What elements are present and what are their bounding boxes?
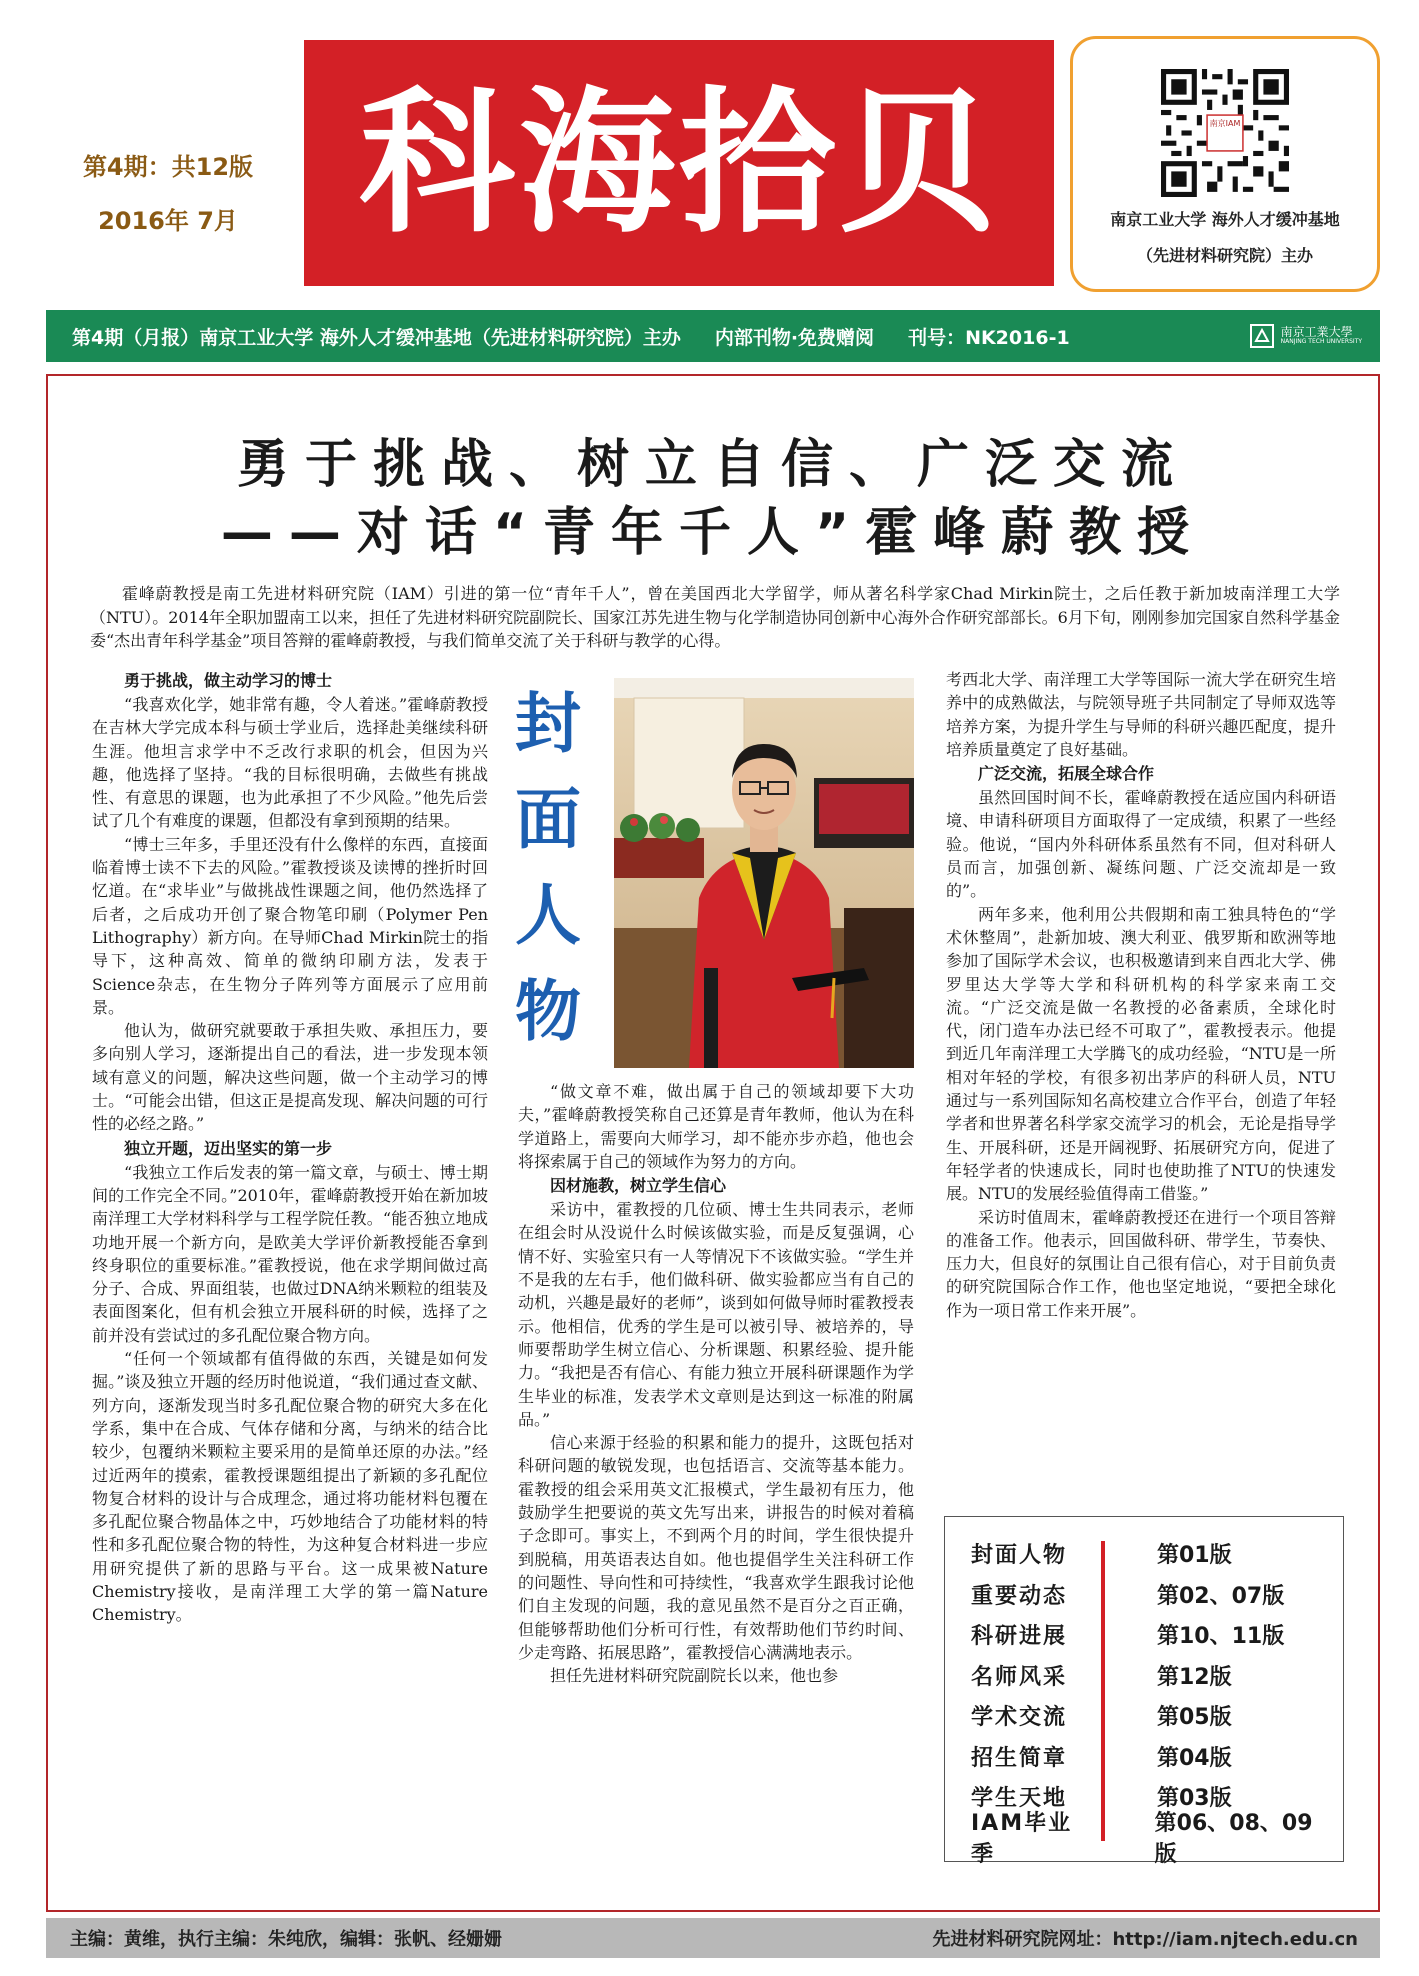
- index-row: [971, 1614, 1331, 1655]
- index-row: [971, 1811, 1331, 1867]
- index-page-number: 第03版: [1157, 1786, 1232, 1811]
- article-paragraph: “我喜欢化学，她非常有趣，令人着迷。”霍峰蔚教授在吉林大学完成本科与硕士学业后，选择赴美继续科研生涯。他坦言求学中不乏改行求职的机会，但因为兴趣，他选择了坚持。“我的目标很明确，去做些有挑战性、有意思的课题，也为此承担了不少风险。”他先后尝试了几个有难度的课题，但都没有拿到预期的结果。: [92, 695, 488, 831]
- article-paragraph: “任何一个领域都有值得做的东西，关键是如何发掘。”谈及独立开题的经历时他说道，“我们通过查文献、列方向，逐渐发现当时多孔配位聚合物的研究大多在化学系，集中在合成、气体存储和分离，与纳米的结合比较少，包覆纳米颗粒主要采用的是简单还原的办法。”经过近两年的摸索，霍教授课题组提出了新颖的多孔配位物复合材料的设计与合成理念，通过将功能材料包覆在多孔配位聚合物晶体之中，巧妙地结合了功能材料的特性和多孔配位聚合物的特性，为这种复合材料进一步应用研究提供了新的思路与平台。这一成果被Nature Chemistry接收，是南洋理工大学的第一篇Nature Chemistry。: [92, 1349, 488, 1625]
- article-paragraph: 他认为，做研究就要敢于承担失败、承担压力，要多向别人学习，逐渐提出自己的看法，进一步发现本领域有意义的问题，解决这些问题，做一个主动学习的博士。“可能会出错，但这正是提高发现、解决问题的可行性的必经之路。”: [92, 1021, 488, 1134]
- index-row: [971, 1655, 1331, 1696]
- article-column-3: [946, 668, 1336, 1322]
- qr-box: [1070, 36, 1380, 292]
- index-page-number: 第06、08、09版: [1154, 1811, 1313, 1867]
- banner-issue-text: 第4期（月报）南京工业大学 海外人才缓冲基地（先进材料研究院）主办: [72, 326, 681, 349]
- article-paragraph: 考西北大学、南洋理工大学等国际一流大学在研究生培养中的成熟做法，与院领导班子共同制定了导师双选等培养方案，为提升学生与导师的科研兴趣匹配度，提升培养质量奠定了良好基础。: [946, 670, 1336, 759]
- banner-internal: 内部刊物·免费赠阅: [714, 326, 875, 349]
- qr-caption-line2: （先进材料研究院）主办: [1136, 246, 1313, 265]
- index-page-number: 第04版: [1157, 1745, 1232, 1771]
- index-row: [971, 1574, 1331, 1615]
- section-heading: 因材施教，树立学生信心: [550, 1176, 727, 1196]
- section-index: [944, 1516, 1344, 1867]
- index-section-name: 封面人物: [971, 1543, 1068, 1568]
- footer-bar: [46, 1918, 1380, 1958]
- footer-editors: 主编：黄维，执行主编：朱纯欣，编辑：张帆、经姗姗: [70, 1929, 502, 1950]
- issue-number: 第4期：共12版: [82, 153, 254, 181]
- qr-center-label: 南京IAM: [1209, 119, 1241, 128]
- index-page-number: 第10、11版: [1157, 1624, 1285, 1649]
- index-section-name: 学生天地: [971, 1786, 1068, 1811]
- article-paragraph: “我独立工作后发表的第一篇文章，与硕士、博士期间的工作完全不同。”2010年，霍峰蔚教授开始在新加坡南洋理工大学材料科学与工程学院任教。“能否独立地成功地开展一个新方向，是欧美大学评价新教授能否拿到终身职位的重要标准。”霍教授说，他在求学期间做过高分子、合成、界面组装，也做过DNA纳米颗粒的组装及表面图案化，但有机会独立开展科研的时候，选择了之前并没有尝试过的多孔配位聚合物方向。: [92, 1162, 488, 1345]
- professor-portrait-illustration: [614, 678, 914, 1068]
- qr-code-icon: [1161, 69, 1289, 197]
- index-row: [971, 1533, 1331, 1574]
- index-section-name: 招生简章: [971, 1745, 1068, 1771]
- article-paragraph: 两年多来，他利用公共假期和南工独具特色的“学术休整周”，赴新加坡、澳大利亚、俄罗斯和欧洲等地参加了国际学术会议，也积极邀请到来自西北大学、佛罗里达大学等大学和科研机构的科学家来南工交流。“广泛交流是做一名教授的必备素质，全球化时代，闭门造车办法已经不可取了”，霍教授表示。他提到近几年南洋理工大学腾飞的成功经验，“NTU是一所相对年轻的学校，有很多初出茅庐的科研人员，NTU通过与一系列国际知名高校建立合作平台，创造了年轻学者和世界著名科学家交流学习的机会，无论是指导学生、开展科研，还是开阔视野、拓展研究方向，促进了年轻学者的快速成长，同时也使助推了NTU的快速发展。NTU的发展经验值得南工借鉴。”: [946, 904, 1336, 1204]
- issue-info: [58, 140, 278, 248]
- tag-char: 封: [515, 685, 581, 762]
- banner-serial: 刊号：NK2016-1: [908, 326, 1070, 349]
- masthead-title-block: [304, 40, 1054, 286]
- article-paragraph: 担任先进材料研究院副院长以来，他也参: [550, 1666, 839, 1686]
- article-paragraph: 采访中，霍教授的几位硕、博士生共同表示，老师在组会时从没说什么时候该做实验，而是反复强调，心情不好、实验室只有一人等情况下不该做实验。“学生并不是我的左右手，他们做科研、做实验都应当有自己的动机，兴趣是最好的老师”，谈到如何做导师时霍教授表示。他相信，优秀的学生是可以被引导、被培养的，导师要帮助学生树立信心、分析课题、积累经验、提升能力。“我把是否有信心、有能力独立开展科研课题作为学生毕业的标准，发表学术文章则是达到这一标准的附属品。”: [518, 1200, 914, 1429]
- newspaper-title: 科海拾贝: [359, 72, 999, 254]
- university-logo: [1249, 323, 1362, 349]
- article-column-2: [518, 1080, 914, 1687]
- cover-person-tag: [506, 676, 590, 1060]
- info-banner: [46, 310, 1380, 362]
- article-paragraph: 采访时值周末，霍峰蔚教授还在进行一个项目答辩的准备工作。他表示，回国做科研、带学生，节奏快、压力大，但良好的氛围让自己很有信心，对于目前负责的研究院国际合作工作，他也坚定地说，“要把全球化作为一项日常工作来开展”。: [946, 1207, 1336, 1320]
- index-section-name: IAM毕业季: [971, 1811, 1073, 1867]
- section-heading: 广泛交流，拓展全球合作: [978, 764, 1155, 784]
- professor-photo: [614, 678, 914, 1068]
- footer-website: 先进材料研究院网址：http://iam.njtech.edu.cn: [932, 1929, 1358, 1950]
- index-page-number: 第05版: [1157, 1705, 1232, 1730]
- tag-char: 物: [515, 973, 581, 1050]
- tag-char: 面: [515, 781, 581, 858]
- index-page-number: 第12版: [1157, 1664, 1232, 1690]
- index-row: [971, 1736, 1331, 1777]
- issue-date: 2016年 7月: [98, 207, 238, 235]
- logo-text-en: NANJING TECH UNIVERSITY: [1280, 338, 1362, 345]
- index-page-number: 第01版: [1157, 1543, 1232, 1568]
- section-heading: 勇于挑战，做主动学习的博士: [124, 671, 333, 690]
- index-section-name: 名师风采: [971, 1664, 1068, 1690]
- index-section-name: 科研进展: [971, 1624, 1068, 1649]
- index-page-number: 第02、07版: [1157, 1583, 1285, 1609]
- article-paragraph: 虽然回国时间不长，霍峰蔚教授在适应国内科研语境、申请科研项目方面取得了一定成绩，积累了一些经验。他说，“国内外科研体系虽然有不同，但对科研人员而言，加强创新、凝练问题、广泛交流却是一致的”。: [946, 788, 1336, 901]
- headline-line2: ——对话“青年千人”霍峰蔚教授: [220, 503, 1206, 563]
- headline-line1: 勇于挑战、树立自信、广泛交流: [236, 435, 1189, 495]
- article-paragraph: “做文章不难，做出属于自己的领域却要下大功夫，”霍峰蔚教授笑称自己还算是青年教师，他认为在科学道路上，需要向大师学习，却不能亦步亦趋，他也会将探索属于自己的领域作为努力的方向。: [518, 1082, 914, 1171]
- tag-char: 人: [515, 877, 581, 954]
- university-emblem-icon: [1249, 323, 1275, 349]
- index-section-name: 重要动态: [971, 1583, 1068, 1609]
- index-row: [971, 1695, 1331, 1736]
- article-intro: 霍峰蔚教授是南工先进材料研究院（IAM）引进的第一位“青年千人”，曾在美国西北大学留学，师从著名科学家Chad Mirkin院士，之后任教于新加坡南洋理工大学（NTU）。2014年全职加盟南工以来，担任了先进材料研究院副院长、国家江苏先进生物与化学制造协同创新中心海外合作研究部部长。6月下旬，刚刚参加完国家自然科学基金委“杰出青年科学基金”项目答辩的霍峰蔚教授，与我们简单交流了关于科研与教学的心得。: [90, 584, 1340, 650]
- qr-caption-line1: 南京工业大学 海外人才缓冲基地: [1110, 210, 1340, 229]
- article-paragraph: 信心来源于经验的积累和能力的提升，这既包括对科研问题的敏锐发现，也包括语言、交流等基本能力。霍教授的组会采用英文汇报模式，学生最初有压力，他鼓励学生把要说的英文先写出来，讲报告的时候对着稿子念即可。事实上，不到两个月的时间，学生很快提升到脱稿，用英语表达自如。他也提倡学生关注科研工作的问题性、导向性和可持续性，“我喜欢学生跟我讨论他们自主发现的问题，我的意见虽然不是百分之百正确，但能够帮助他们分析可行性，有效帮助他们节约时间、少走弯路、拓展思路”，霍教授信心满满地表示。: [518, 1433, 914, 1662]
- section-heading: 独立开题，迈出坚实的第一步: [124, 1138, 333, 1158]
- article-paragraph: “博士三年多，手里还没有什么像样的东西，直接面临着博士读不下去的风险。”霍教授谈及读博的挫折时回忆道。在“求毕业”与做挑战性课题之间，他仍然选择了后者，之后成功开创了聚合物笔印刷（Polymer Pen Lithography）新方向。在导师Chad Mirkin院士的指导下，这种高效、简单的微纳印刷方法，发表于Science杂志，在生物分子阵列等方面展示了应用前景。: [92, 834, 488, 1017]
- logo-text-cn: 南京工業大學: [1280, 325, 1353, 339]
- index-section-name: 学术交流: [971, 1705, 1068, 1730]
- article-column-1: [92, 668, 488, 1627]
